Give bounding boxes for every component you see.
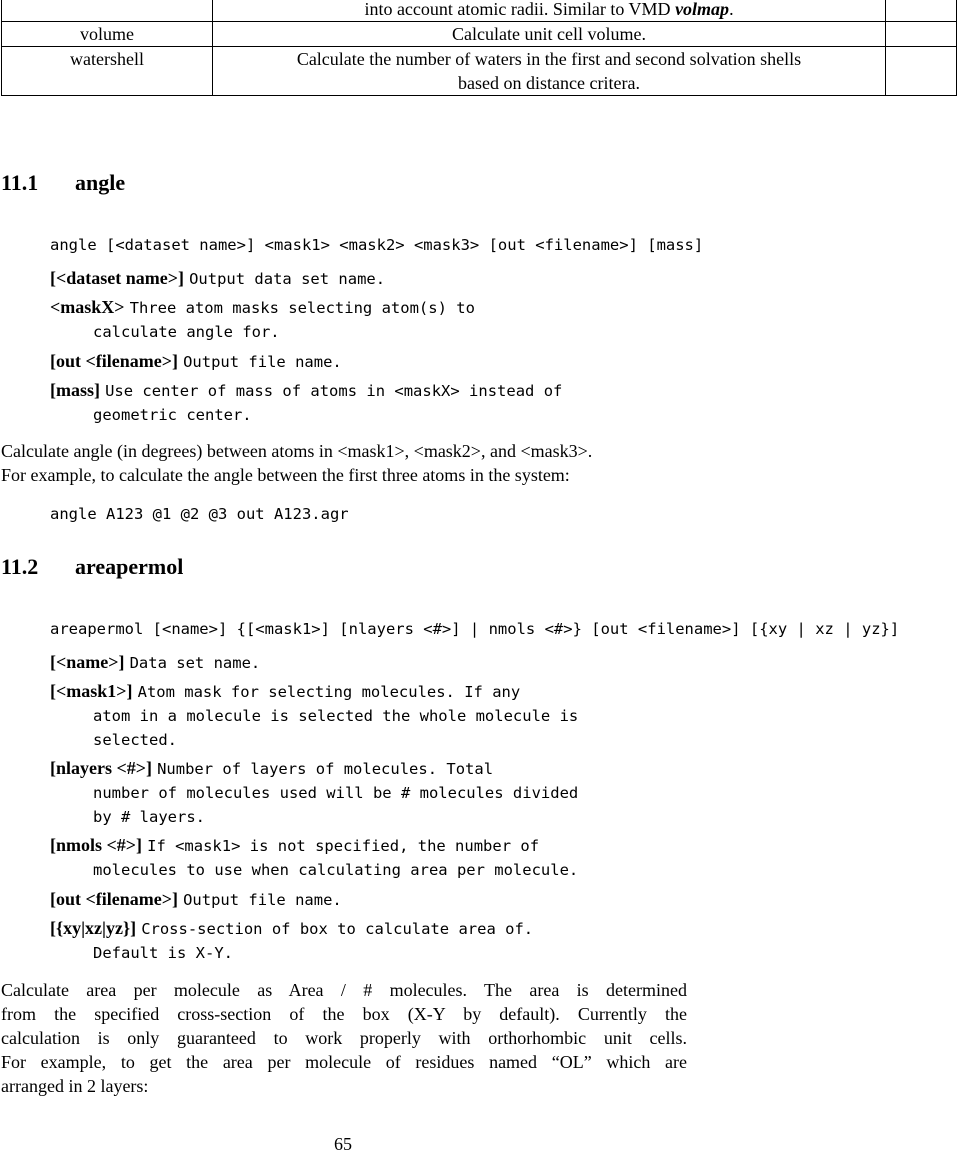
table-row	[2, 47, 957, 96]
text-line: Calculate area per molecule as Area / # molecules. The area is determined	[1, 980, 687, 1000]
param-desc-continued: calculate angle for.	[93, 323, 280, 341]
param-desc-continued: geometric center.	[93, 406, 252, 424]
param-key: [<dataset name>]	[50, 268, 184, 288]
param-key: [{xy|xz|yz}]	[50, 918, 137, 938]
table-cell-description: into account atomic radii. Similar to VMD volmap.	[213, 0, 886, 22]
param-key: <maskX>	[50, 297, 125, 317]
table-row	[2, 0, 957, 22]
usage-line: angle [<dataset name>] <mask1> <mask2> <mask3> [out <filename>] [mass]	[50, 236, 704, 254]
param-desc-continued: molecules to use when calculating area per molecule.	[93, 861, 579, 879]
text-line: For example, to calculate the angle between the first three atoms in the system:	[1, 465, 570, 485]
table-cell-name: watershell	[2, 47, 213, 96]
param-desc-continued: atom in a molecule is selected the whole molecule is	[93, 707, 579, 725]
param-desc: Cross-section of box to calculate area of.	[141, 920, 534, 938]
param-item	[50, 378, 562, 427]
param-desc: Atom mask for selecting molecules. If any	[137, 683, 521, 701]
param-item	[50, 349, 342, 374]
text-line: For example, to get the area per molecule of residues named “OL” which are	[1, 1052, 687, 1072]
section-heading-areapermol	[1, 554, 183, 580]
param-desc: Output file name.	[183, 891, 342, 909]
table-cell-name: volume	[2, 22, 213, 47]
page-number: 65	[334, 1134, 352, 1154]
table-row	[2, 22, 957, 47]
table-cell-description: Calculate the number of waters in the first and second solvation shells based on distance critera.	[213, 47, 886, 96]
section-number: 11.1	[1, 170, 39, 195]
param-key: [<mask1>]	[50, 681, 133, 701]
section-heading-angle	[1, 170, 125, 196]
section-title: angle	[75, 170, 126, 195]
text-line: Calculate angle (in degrees) between atoms in <mask1>, <mask2>, and <mask3>.	[1, 441, 593, 461]
param-key: [out <filename>]	[50, 889, 178, 909]
example-code: angle A123 @1 @2 @3 out A123.agr	[50, 505, 349, 523]
text-line: arranged in 2 layers:	[1, 1076, 149, 1096]
param-key: [mass]	[50, 380, 100, 400]
section-title: areapermol	[75, 554, 184, 579]
param-desc-continued: Default is X-Y.	[93, 944, 233, 962]
param-item	[50, 887, 342, 912]
param-desc: Data set name.	[129, 654, 261, 672]
command-table	[1, 0, 957, 96]
param-item	[50, 266, 385, 291]
table-cell-empty	[886, 22, 957, 47]
param-key: [nmols <#>]	[50, 835, 143, 855]
param-desc-continued: selected.	[93, 731, 177, 749]
param-item	[50, 650, 260, 675]
param-item	[50, 833, 578, 882]
angle-description	[1, 439, 592, 487]
table-cell-description: Calculate unit cell volume.	[213, 22, 886, 47]
table-cell-name	[2, 0, 213, 22]
param-desc: Output file name.	[183, 353, 342, 371]
param-desc: Output data set name.	[189, 270, 386, 288]
param-desc: If <mask1> is not specified, the number of	[147, 837, 540, 855]
table-cell-empty	[886, 0, 957, 22]
param-desc: Number of layers of molecules. Total	[157, 760, 494, 778]
param-desc: Three atom masks selecting atom(s) to	[129, 299, 475, 317]
text-line: calculation is only guaranteed to work properly with orthorhombic unit cells.	[1, 1028, 687, 1048]
param-desc-continued: by # layers.	[93, 808, 205, 826]
areapermol-description	[1, 978, 687, 1098]
param-desc-continued: number of molecules used will be # molecules divided	[93, 784, 579, 802]
param-key: [<name>]	[50, 652, 125, 672]
param-key: [nlayers <#>]	[50, 758, 152, 778]
section-number: 11.2	[1, 554, 39, 579]
param-key: [out <filename>]	[50, 351, 178, 371]
usage-line: areapermol [<name>] {[<mask1>] [nlayers <#>] | nmols <#>} [out <filename>] [{xy | xz | yz}]	[50, 620, 900, 638]
param-item	[50, 679, 578, 752]
param-item	[50, 916, 533, 965]
param-item	[50, 295, 475, 344]
param-desc: Use center of mass of atoms in <maskX> instead of	[105, 382, 563, 400]
table-cell-empty	[886, 47, 957, 96]
text-line: from the specified cross-section of the box (X-Y by default). Currently the	[1, 1004, 687, 1024]
param-item	[50, 756, 578, 829]
